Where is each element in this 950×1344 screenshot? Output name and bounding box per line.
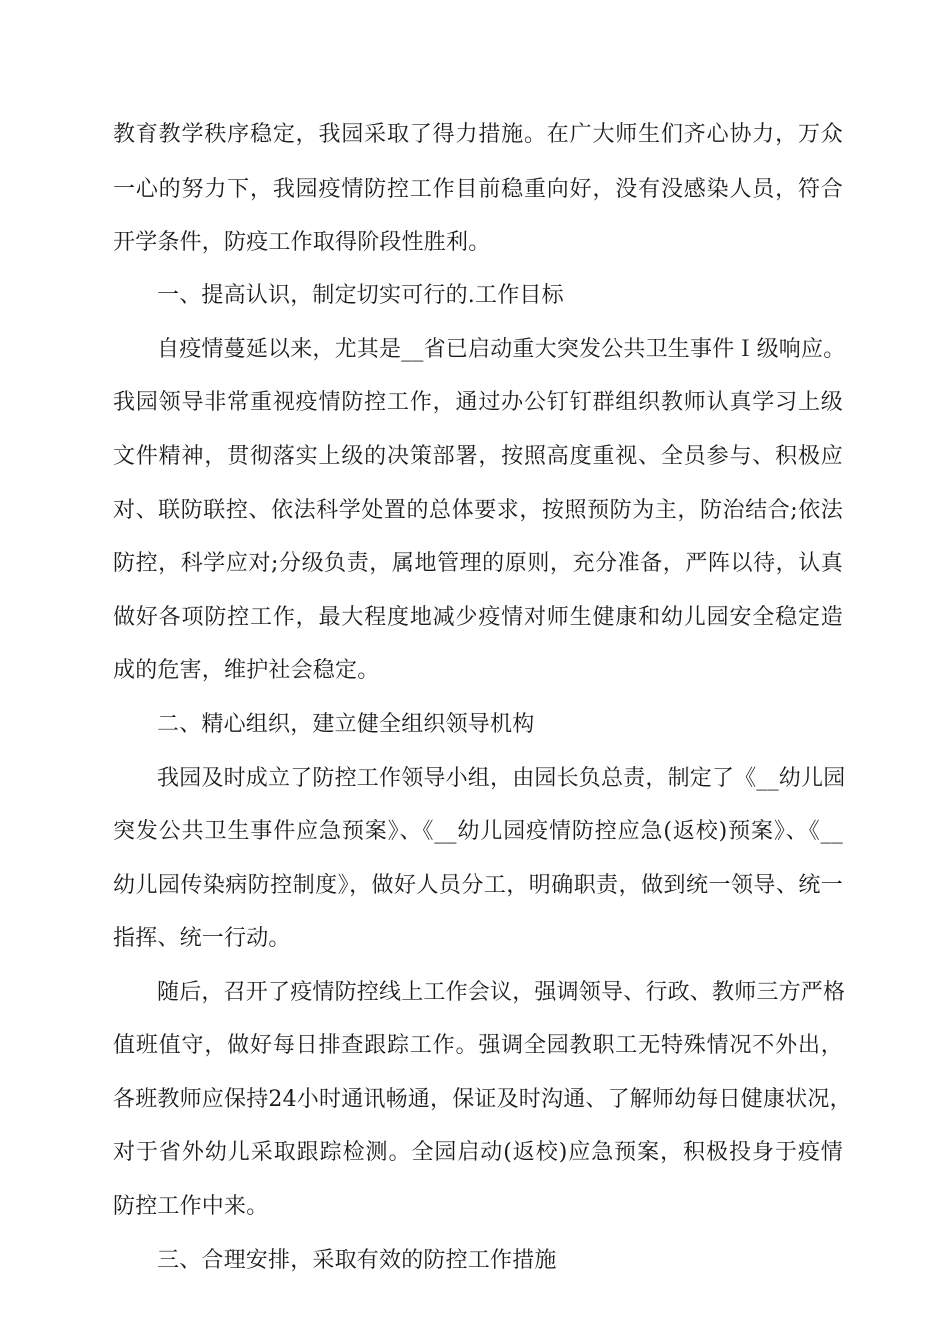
text-line: 突发公共卫生事件应急预案》、《__幼儿园疫情防控应急(返校)预案》、《__ [113, 819, 843, 844]
section-heading: 一、提高认识，制定切实可行的.工作目标 [157, 283, 564, 308]
section-heading: 三、合理安排，采取有效的防控工作措施 [157, 1248, 557, 1273]
text-line: 开学条件，防疫工作取得阶段性胜利。 [113, 230, 491, 255]
text-line: 各班教师应保持24小时通讯畅通，保证及时沟通、了解师幼每日健康状况， [113, 1087, 852, 1112]
text-line: 幼儿园传染病防控制度》，做好人员分工，明确职责，做到统一领导、统一 [113, 873, 843, 898]
text-line: 值班值守，做好每日排查跟踪工作。强调全园教职工无特殊情况不外出， [113, 1033, 843, 1058]
text-line: 对、联防联控、依法科学处置的总体要求，按照预防为主，防治结合;依法 [113, 498, 843, 523]
text-line: 文件精神，贯彻落实上级的决策部署，按照高度重视、全员参与、积极应 [113, 444, 843, 469]
text-line: 防控工作中来。 [113, 1194, 269, 1219]
text-line: 指挥、统一行动。 [113, 926, 291, 951]
text-line: 做好各项防控工作，最大程度地减少疫情对师生健康和幼儿园安全稳定造 [113, 605, 843, 630]
text-line: 对于省外幼儿采取跟踪检测。全园启动(返校)应急预案，积极投身于疫情 [113, 1140, 843, 1165]
section-heading: 二、精心组织，建立健全组织领导机构 [157, 712, 535, 737]
text-line: 防控，科学应对;分级负责，属地管理的原则，充分准备，严阵以待，认真 [113, 551, 843, 576]
text-line: 成的危害，维护社会稳定。 [113, 658, 380, 683]
text-line: 我园领导非常重视疫情防控工作，通过办公钉钉群组织教师认真学习上级 [113, 390, 843, 415]
text-line: 一心的努力下，我园疫情防控工作目前稳重向好，没有没感染人员，符合 [113, 177, 843, 202]
text-line: 随后，召开了疫情防控线上工作会议，强调领导、行政、教师三方严格 [157, 980, 846, 1005]
text-line: 自疫情蔓延以来，尤其是__省已启动重大突发公共卫生事件Ｉ级响应。 [157, 337, 846, 362]
text-line: 我园及时成立了防控工作领导小组，由园长负总责，制定了《__幼儿园 [157, 766, 846, 791]
text-line: 教育教学秩序稳定，我园采取了得力措施。在广大师生们齐心协力，万众 [113, 122, 843, 147]
